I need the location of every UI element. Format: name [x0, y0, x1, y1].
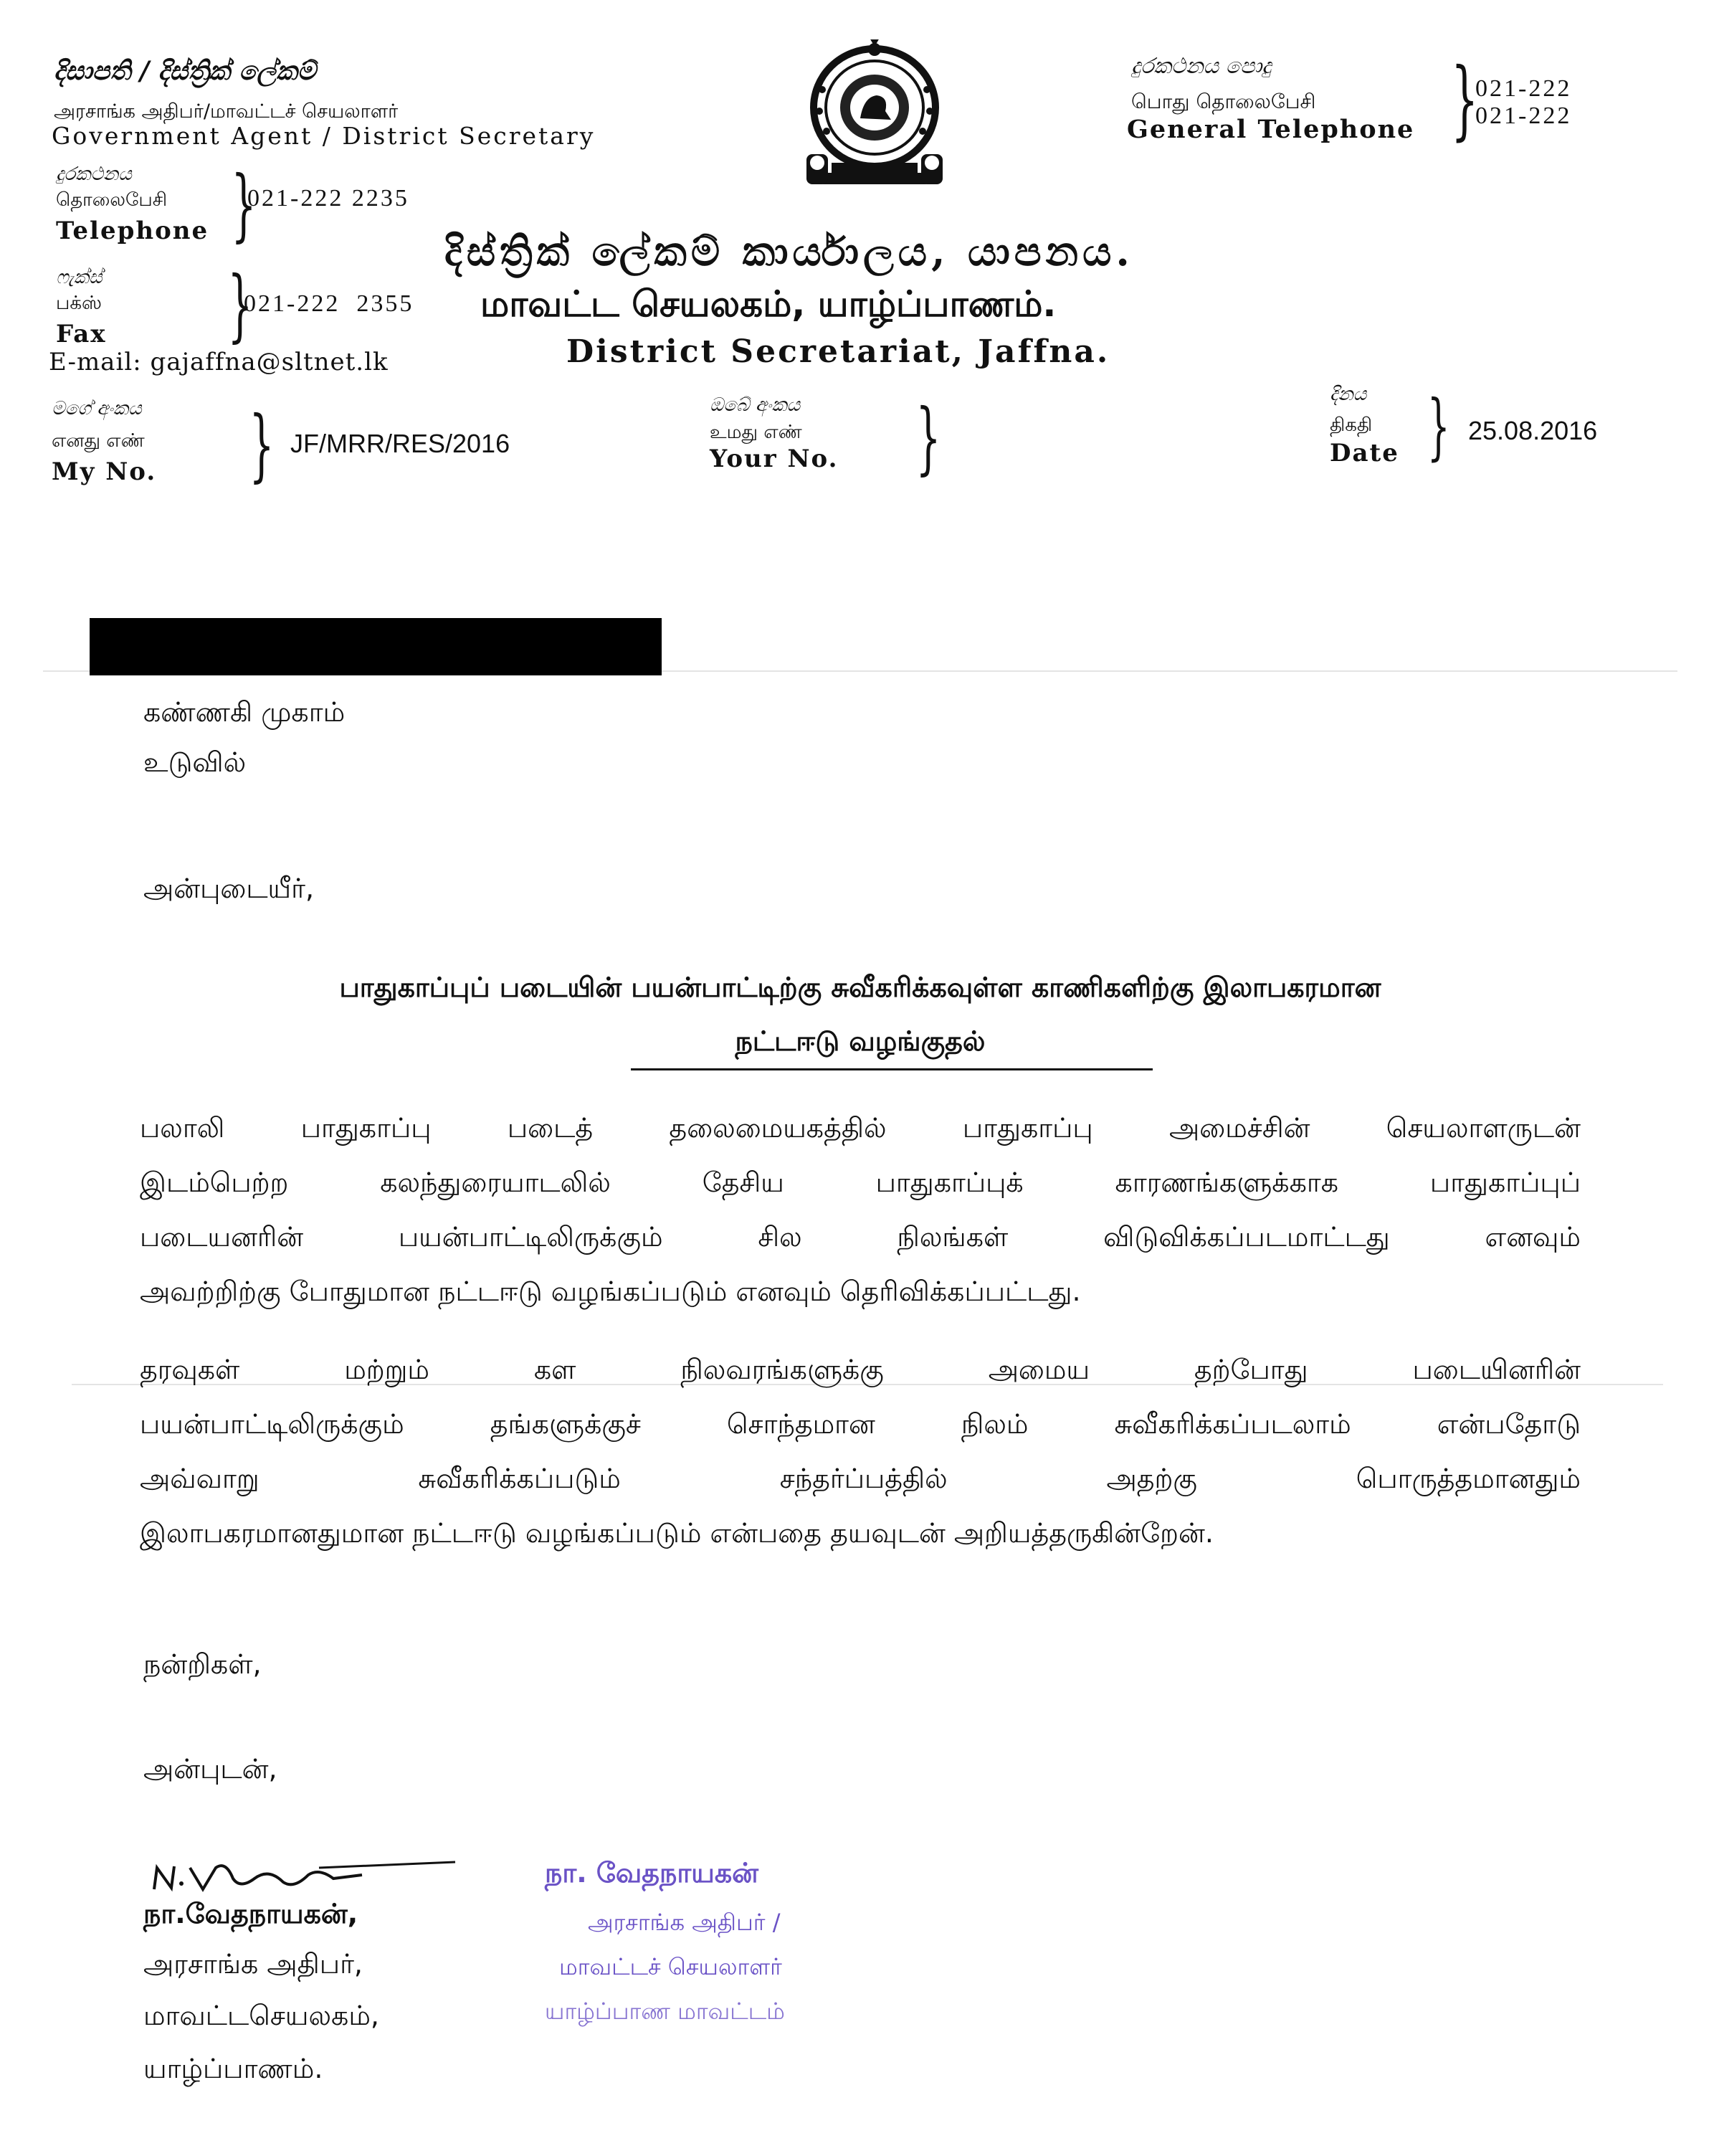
brace-icon: } [1451, 50, 1479, 150]
date-label-sinhala: දිනය [1330, 384, 1367, 405]
fax-label-tamil: பக்ஸ் [56, 293, 102, 314]
official-stamp [530, 1857, 860, 2028]
telephone-label-english: Telephone [56, 217, 209, 245]
general-telephone-label-tamil: பொது தொலைபேசி [1131, 90, 1316, 113]
paragraph-line: பயன்பாட்டிலிருக்கும் தங்களுக்குச் சொந்தமான நிலம் சுவீகரிக்கப்படலாம் என்பதோடு [140, 1408, 1581, 1440]
signatory-name: நா.வேதநாயகன், [143, 1898, 358, 1929]
my-no-value: JF/MRR/RES/2016 [290, 429, 510, 458]
paragraph-line: தரவுகள் மற்றும் கள நிலவரங்களுக்கு அமைய தற்போது படையினரின் [140, 1354, 1581, 1385]
brace-icon: } [231, 158, 257, 250]
fax-number: 021-222 2355 [244, 290, 414, 317]
paragraph-line: படையனரின் பயன்பாட்டிலிருக்கும் சில நிலங்கள் விடுவிக்கப்படமாட்டது எனவும் [140, 1221, 1581, 1253]
general-telephone-number-1: 021-222 [1475, 75, 1572, 102]
my-no-label-english: My No. [52, 457, 157, 486]
general-telephone-label-sinhala: දුරකථනය පොදු [1131, 54, 1272, 79]
paragraph-line: இடம்பெற்ற கலந்துரையாடலில் தேசிய பாதுகாப்புக் காரணங்களுக்காக பாதுகாப்புப் [140, 1167, 1581, 1198]
office-title-sinhala: දිස්ත්‍රික් ලේකම් කාර්යාලය, යාපනය. [444, 228, 1134, 275]
date-value: 25.08.2016 [1468, 416, 1598, 445]
redacted-recipient-name [90, 618, 662, 675]
signatory-title: அரசாங்க அதிபர், [143, 1948, 363, 1980]
brace-icon: } [249, 399, 275, 490]
paragraph-line: இலாபகரமானதுமான நட்டஈடு வழங்கப்படும் என்பதை தயவுடன் அறியத்தருகின்றேன். [140, 1517, 1214, 1549]
fax-label-english: Fax [56, 320, 107, 348]
general-telephone-number-2: 021-222 [1475, 103, 1572, 129]
salutation: அன்புடையீர், [143, 873, 315, 904]
paragraph-line: அவற்றிற்கு போதுமான நட்டஈடு வழங்கப்படும் எனவும் தெரிவிக்கப்பட்டது. [140, 1276, 1081, 1307]
subject-underline [631, 1068, 1153, 1070]
address-line-2: உடுவில் [143, 746, 247, 778]
telephone-number: 021-222 2235 [247, 185, 409, 212]
ga-title-english: Government Agent / District Secretary [52, 122, 596, 150]
your-no-label-english: Your No. [710, 445, 839, 473]
stamp-line-3: யாழ்ப்பாண மாவட்டம் [545, 1998, 785, 2025]
general-telephone-label-english: General Telephone [1127, 115, 1415, 144]
handwritten-signature [147, 1846, 462, 1904]
brace-icon: } [227, 259, 253, 351]
signatory-office: மாவட்டசெயலகம், [143, 2000, 379, 2031]
date-label-tamil: திகதி [1330, 414, 1373, 436]
brace-icon: } [915, 391, 941, 483]
office-title-english: District Secretariat, Jaffna. [566, 333, 1110, 370]
signatory-place: யாழ்ப்பாணம். [143, 2053, 323, 2084]
body-paragraph-2 [140, 1342, 1581, 1560]
sri-lanka-emblem-icon [792, 39, 957, 190]
brace-icon: } [1427, 384, 1450, 468]
my-no-label-sinhala: මගේ අංකය [52, 398, 142, 419]
paragraph-line: பலாலி பாதுகாப்பு படைத் தலைமையகத்தில் பாதுகாப்பு அமைச்சின் செயலாளருடன் [140, 1112, 1581, 1144]
stamp-line-2: மாவட்டச் செயலாளர் [559, 1953, 782, 1980]
office-title-tamil: மாவட்ட செயலகம், யாழ்ப்பாணம். [480, 283, 1057, 325]
closing-regards: அன்புடன், [143, 1753, 277, 1785]
your-no-label-tamil: உமது எண் [710, 422, 802, 443]
address-line-1: கண்ணகி முகாம் [143, 696, 346, 728]
subject-line-1: பாதுகாப்புப் படையின் பயன்பாட்டிற்கு சுவீகரிக்கவுள்ள காணிகளிற்கு இலாபகரமான [339, 972, 1381, 1003]
telephone-label-tamil: தொலைபேசி [56, 189, 168, 211]
stamp-line-1: அரசாங்க அதிபர் / [588, 1909, 781, 1936]
date-label-english: Date [1330, 439, 1399, 467]
telephone-label-sinhala: දුරකථනය [56, 163, 132, 185]
paragraph-line: அவ்வாறு சுவீகரிக்கப்படும் சந்தர்ப்பத்தில் அதற்கு பொருத்தமானதும் [140, 1463, 1581, 1494]
stamp-name: நா. வேதநாயகன் [545, 1857, 758, 1889]
email-address: E-mail: gajaffna@sltnet.lk [49, 348, 389, 376]
fax-label-sinhala: ෆැක්ස් [56, 267, 103, 288]
closing-thanks: நன்றிகள், [143, 1648, 262, 1680]
ga-title-tamil: அரசாங்க அதிபர்/மாவட்டச் செயலாளர் [54, 100, 399, 123]
subject-line-2: நட்டஈடு வழங்குதல் [735, 1025, 986, 1057]
your-no-label-sinhala: ඔබේ අංකය [710, 394, 801, 416]
body-paragraph-1 [140, 1101, 1581, 1319]
ga-title-sinhala: දිසාපති / දිස්ත්‍රික් ලේකම් [54, 56, 316, 86]
my-no-label-tamil: எனது எண் [52, 430, 145, 452]
